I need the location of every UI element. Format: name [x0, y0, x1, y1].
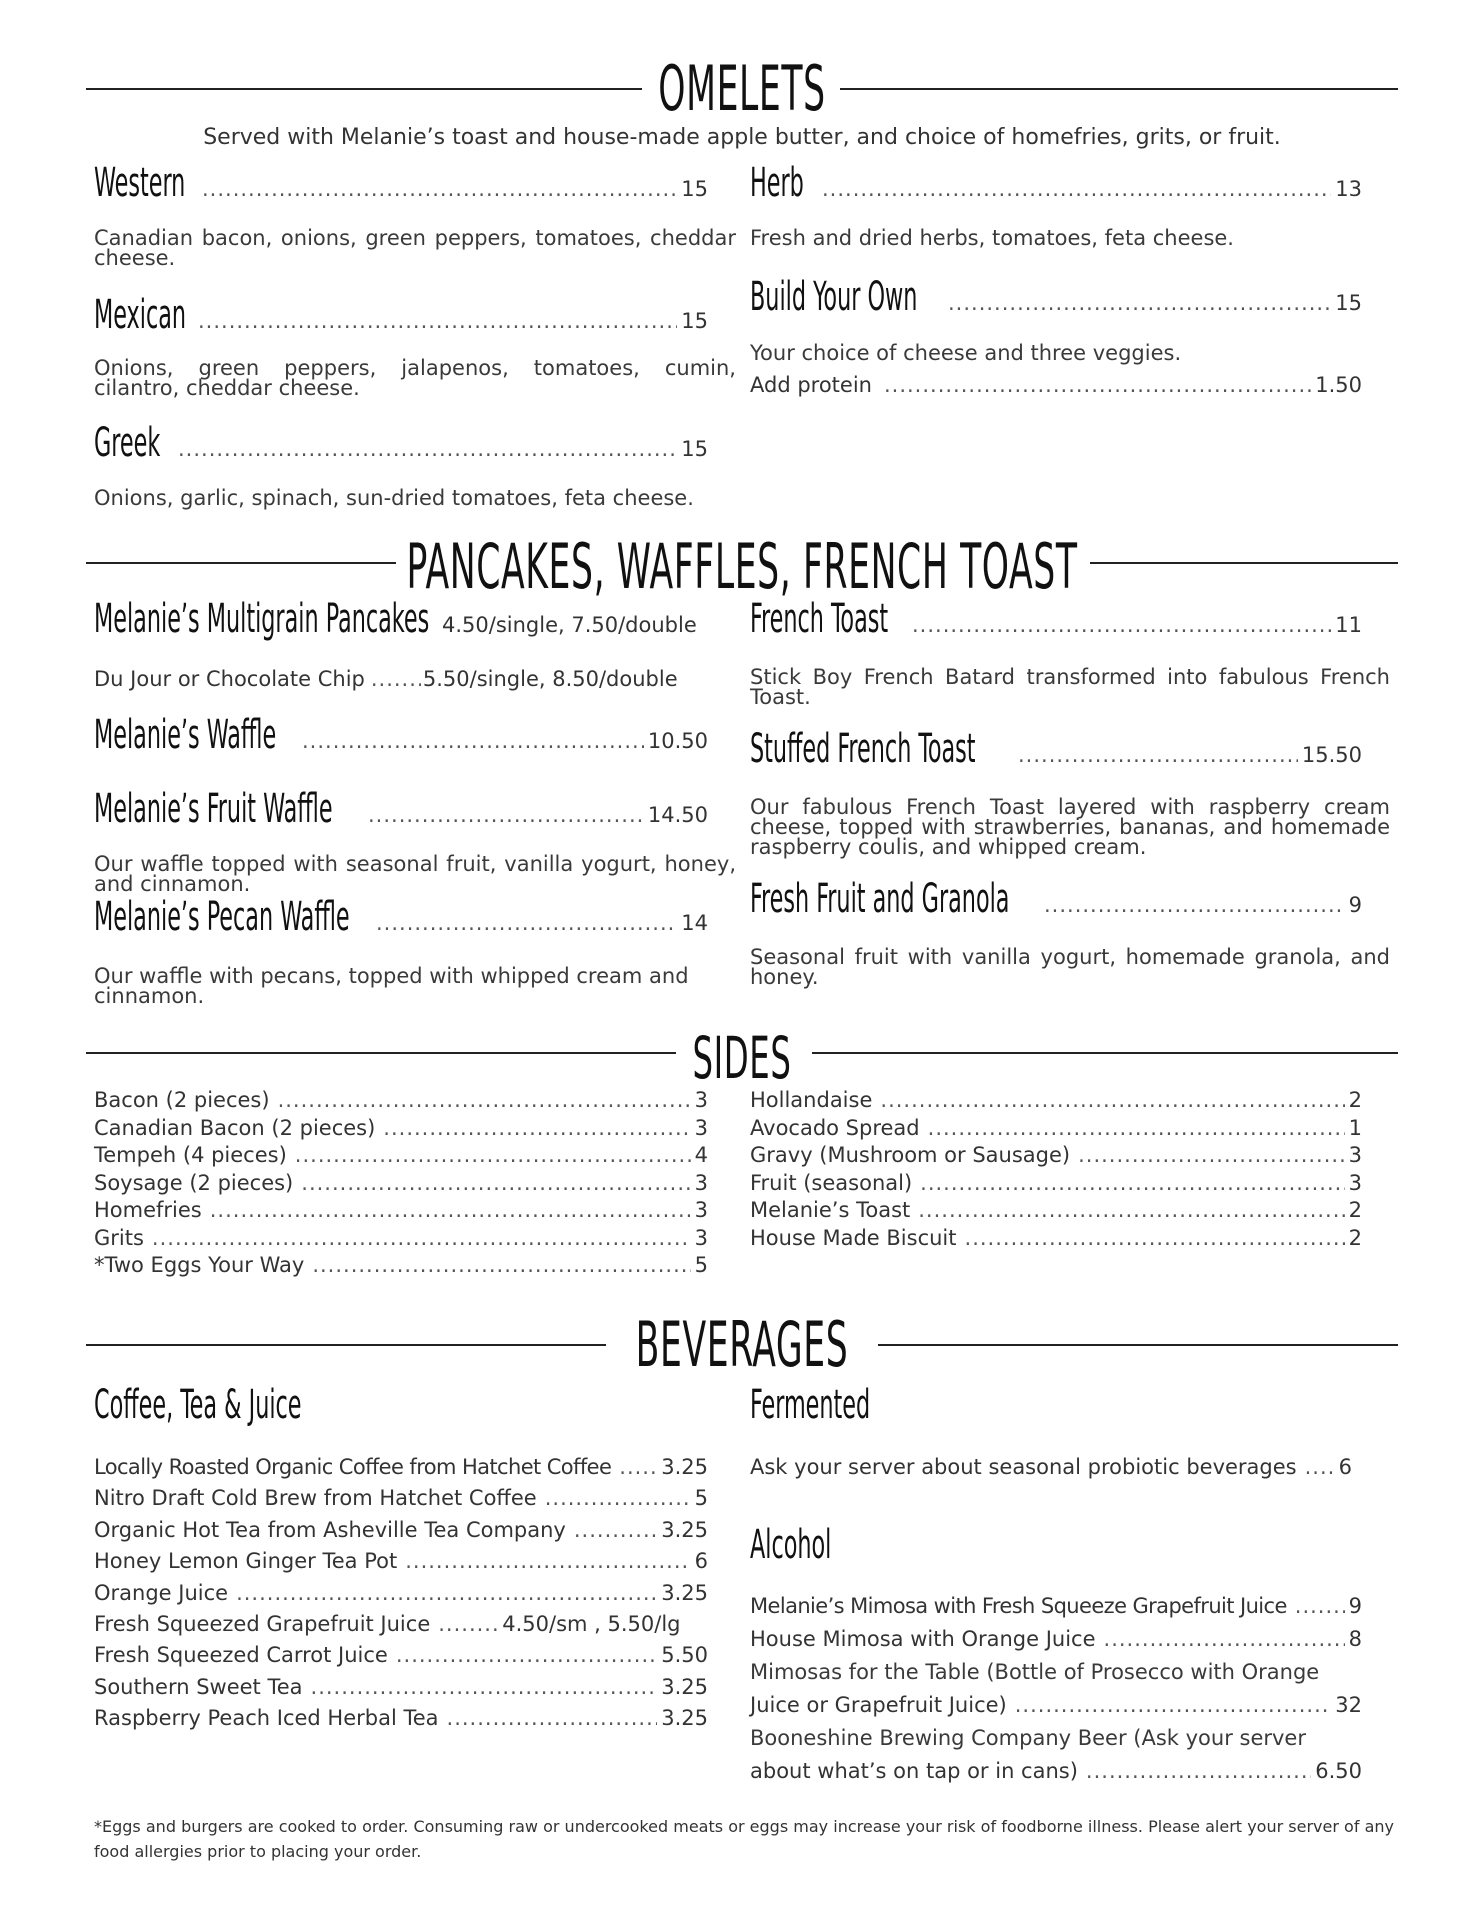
- item-name: Organic Hot Tea from Asheville Tea Company: [94, 1517, 566, 1542]
- item-name: Ask your server about seasonal probiotic beverages: [750, 1455, 1297, 1479]
- item-price: 9: [1348, 1594, 1362, 1618]
- header-rule-right: [878, 1344, 1398, 1346]
- menu-item-multigrain-pancakes: [94, 596, 714, 650]
- item-description: Our waffle topped with seasonal fruit, vanilla yogurt, honey, and cinnamon.: [94, 852, 736, 896]
- beverages-header: [86, 1308, 1398, 1381]
- item-price: 5: [694, 1253, 708, 1277]
- item-name: Juice or Grapefruit Juice): [750, 1693, 1007, 1717]
- item-price: 2: [1348, 1225, 1362, 1250]
- item-price: 13: [1335, 177, 1362, 201]
- menu-row: [750, 1693, 1362, 1723]
- dot-leader: [928, 1116, 1345, 1140]
- menu-item-build-your-own: [750, 274, 1362, 326]
- item-description: Seasonal fruit with vanilla yogurt, homemade granola, and honey.: [750, 945, 1390, 989]
- item-description: Stick Boy French Batard transformed into fabulous French Toast.: [750, 665, 1390, 709]
- dot-leader: [405, 1549, 690, 1573]
- dot-leader: [383, 1116, 690, 1140]
- menu-row: [94, 1706, 708, 1736]
- menu-item-mexican: [94, 292, 708, 344]
- item-name: Stuffed French Toast: [750, 726, 976, 772]
- item-name: Grits: [94, 1225, 144, 1250]
- item-description: Fresh and dried herbs, tomatoes, feta cheese.: [750, 226, 1234, 250]
- coffee-tea-juice-heading: Coffee, Tea & Juice: [94, 1382, 302, 1428]
- item-price: 2: [1348, 1198, 1362, 1222]
- menu-row: [750, 1088, 1362, 1116]
- header-rule-right: [812, 1052, 1398, 1054]
- item-price: 4.50/single, 7.50/double: [442, 613, 697, 637]
- dot-leader: [210, 1198, 691, 1222]
- item-name: Herb: [750, 160, 804, 206]
- menu-row: [750, 1759, 1362, 1789]
- item-name: Southern Sweet Tea: [94, 1674, 303, 1699]
- item-price: 6: [694, 1549, 708, 1574]
- item-price: 3.25: [661, 1455, 708, 1479]
- item-name: Fresh Squeezed Grapefruit Juice: [94, 1612, 431, 1636]
- item-name: Fruit (seasonal): [750, 1170, 913, 1195]
- dot-leader: [1104, 1627, 1345, 1651]
- menu-row: [750, 1171, 1362, 1199]
- item-name: Honey Lemon Ginger Tea Pot: [94, 1549, 398, 1574]
- item-name-line: Booneshine Brewing Company Beer (Ask your server: [750, 1726, 1306, 1750]
- item-price: 3.25: [661, 1674, 708, 1699]
- menu-row: [94, 1643, 708, 1673]
- beverages-title: BEVERAGES: [635, 1308, 849, 1381]
- item-name: Build Your Own: [750, 274, 918, 320]
- item-price: 8: [1348, 1627, 1362, 1651]
- menu-row: [750, 1627, 1362, 1657]
- menu-item-stuffed-french-toast: [750, 728, 1362, 778]
- dot-leader: [880, 1088, 1344, 1112]
- item-name: about what’s on tap or in cans): [750, 1759, 1078, 1783]
- menu-row: [94, 1518, 708, 1548]
- dot-leader: [396, 1643, 657, 1667]
- item-price: 15: [681, 177, 708, 201]
- menu-item-pecan-waffle: [94, 894, 708, 946]
- footnote: *Eggs and burgers are cooked to order. Consuming raw or undercooked meats or eggs may increase your risk of foodborne illness. Please alert your server of any food allergies prior to placing your order.: [94, 1817, 1394, 1861]
- item-price: 4: [694, 1143, 708, 1167]
- menu-row: [94, 1143, 708, 1171]
- menu-row: [94, 1455, 708, 1485]
- item-price: 3.25: [661, 1580, 708, 1605]
- item-price: 4.50/sm , 5.50/lg: [502, 1612, 681, 1636]
- item-description: Our waffle with pecans, topped with whipped cream and cinnamon.: [94, 964, 689, 1008]
- menu-row: [750, 1116, 1362, 1144]
- dot-leader: [311, 1675, 658, 1699]
- item-price: 3.25: [661, 1706, 708, 1731]
- dot-leader: [545, 1486, 691, 1510]
- item-price: 3: [694, 1198, 708, 1222]
- dot-leader: [301, 1171, 690, 1195]
- item-name: Tempeh (4 pieces): [94, 1143, 287, 1167]
- item-price: 3: [694, 1088, 708, 1112]
- item-name: Nitro Draft Cold Brew from Hatchet Coffee: [94, 1486, 537, 1511]
- dot-leader: [312, 1253, 690, 1277]
- pancakes-variant-row: [94, 667, 708, 691]
- item-name: House Made Biscuit: [750, 1225, 957, 1250]
- dot-leader: [447, 1706, 658, 1730]
- menu-row: [94, 1549, 708, 1579]
- item-price: 11: [1335, 613, 1362, 637]
- fermented-row: [750, 1455, 1362, 1485]
- dot-leader: [438, 1612, 498, 1636]
- item-price: 3.25: [661, 1517, 708, 1542]
- alcohol-heading: Alcohol: [750, 1522, 832, 1568]
- dot-leader: [236, 1581, 657, 1605]
- menu-row: [750, 1143, 1362, 1171]
- item-name: Avocado Spread: [750, 1115, 920, 1140]
- item-name: Orange Juice: [94, 1580, 229, 1605]
- item-name: Raspberry Peach Iced Herbal Tea: [94, 1706, 439, 1731]
- item-price: 5.50: [661, 1643, 708, 1668]
- item-price: 3: [694, 1225, 708, 1250]
- item-name: Bacon (2 pieces): [94, 1088, 270, 1112]
- dot-leader: [920, 1171, 1344, 1195]
- sides-title: SIDES: [692, 1024, 792, 1092]
- add-protein-row: [750, 373, 1362, 397]
- item-name: Canadian Bacon (2 pieces): [94, 1115, 376, 1140]
- menu-item-herb: [750, 160, 1362, 212]
- item-description: Onions, garlic, spinach, sun-dried tomatoes, feta cheese.: [94, 486, 694, 510]
- item-name: Melanie’s Fruit Waffle: [94, 786, 333, 832]
- omelets-title: OMELETS: [658, 52, 826, 125]
- item-name-line: Mimosas for the Table (Bottle of Prosecco with Orange: [750, 1660, 1320, 1684]
- dot-leader: [1078, 1143, 1345, 1167]
- dot-leader: [574, 1518, 657, 1542]
- item-name: French Toast: [750, 596, 889, 642]
- item-price: 10.50: [647, 729, 708, 753]
- item-description: Your choice of cheese and three veggies.: [750, 341, 1182, 365]
- pancakes-title: PANCAKES, WAFFLES, FRENCH TOAST: [406, 530, 1078, 603]
- menu-row: [94, 1226, 708, 1254]
- menu-row: [94, 1198, 708, 1226]
- item-name: Western: [94, 160, 186, 206]
- item-name: Gravy (Mushroom or Sausage): [750, 1143, 1071, 1167]
- menu-row: [750, 1226, 1362, 1254]
- item-description: Our fabulous French Toast layered with raspberry cream cheese, topped with strawberries, bananas, and homemade raspberry coulis, and whipped cream.: [750, 795, 1390, 859]
- item-description: Onions, green peppers, jalapenos, tomatoes, cumin, cilantro, cheddar cheese.: [94, 356, 736, 400]
- menu-row: [94, 1486, 708, 1516]
- item-name: Fresh Squeezed Carrot Juice: [94, 1643, 388, 1668]
- menu-item-western: [94, 160, 708, 212]
- menu-item-greek: [94, 420, 708, 472]
- menu-item-melanies-waffle: [94, 712, 708, 764]
- item-price: 3: [1348, 1170, 1362, 1195]
- item-price: 14.50: [647, 803, 708, 827]
- menu-row: [94, 1088, 708, 1116]
- dot-leader: [619, 1455, 657, 1479]
- dot-leader: [152, 1226, 691, 1250]
- item-price: 9: [1348, 893, 1362, 917]
- item-name: Greek: [94, 420, 161, 466]
- dot-leader: [965, 1226, 1345, 1250]
- menu-row: [94, 1253, 708, 1281]
- item-description: Canadian bacon, onions, green peppers, tomatoes, cheddar cheese.: [94, 226, 736, 270]
- variant-label: Du Jour or Chocolate Chip: [94, 667, 365, 691]
- addon-price: 1.50: [1315, 373, 1362, 397]
- item-price: 3: [694, 1170, 708, 1195]
- item-price: 15: [1335, 291, 1362, 315]
- variant-price: 5.50/single, 8.50/double: [422, 667, 678, 691]
- dot-leader: [278, 1088, 691, 1112]
- addon-label: Add protein: [750, 373, 872, 397]
- dot-leader: [918, 1198, 1344, 1222]
- fermented-heading: Fermented: [750, 1382, 871, 1428]
- menu-row: [94, 1116, 708, 1144]
- item-name: House Mimosa with Orange Juice: [750, 1627, 1096, 1651]
- item-price: 6.50: [1315, 1759, 1362, 1783]
- item-name: Hollandaise: [750, 1088, 873, 1112]
- item-name: *Two Eggs Your Way: [94, 1253, 305, 1277]
- item-price: 6: [1338, 1455, 1352, 1479]
- item-price: 15.50: [1301, 743, 1362, 767]
- dot-leader: [1086, 1759, 1311, 1783]
- omelets-subtitle: Served with Melanie’s toast and house-made apple butter, and choice of homefries, grits, or fruit.: [203, 125, 1281, 150]
- item-price: 3: [1348, 1143, 1362, 1167]
- item-name: Melanie’s Toast: [750, 1198, 911, 1222]
- item-name: Homefries: [94, 1198, 202, 1222]
- header-rule-right: [1090, 562, 1398, 564]
- menu-row: [94, 1675, 708, 1705]
- item-price: 2: [1348, 1088, 1362, 1112]
- header-rule-right: [840, 88, 1398, 90]
- item-name: Fresh Fruit and Granola: [750, 876, 1010, 922]
- item-price: 15: [681, 437, 708, 461]
- item-price: 3: [694, 1115, 708, 1140]
- item-name: Locally Roasted Organic Coffee from Hatchet Coffee: [94, 1455, 612, 1479]
- dot-leader: [1295, 1594, 1345, 1618]
- menu-row: [94, 1581, 708, 1611]
- item-name: Mexican: [94, 292, 187, 338]
- item-name: Melanie’s Multigrain Pancakes: [94, 596, 430, 642]
- menu-row: [750, 1198, 1362, 1226]
- dot-leader: [295, 1143, 691, 1167]
- item-name: Soysage (2 pieces): [94, 1170, 294, 1195]
- menu-row: [750, 1594, 1362, 1624]
- item-price: 15: [681, 309, 708, 333]
- dot-leader: [1015, 1693, 1332, 1717]
- item-name: Melanie’s Pecan Waffle: [94, 894, 350, 940]
- menu-item-fruit-granola: [750, 878, 1362, 928]
- omelets-header: [86, 52, 1398, 125]
- menu-item-fruit-waffle: [94, 786, 708, 838]
- item-price: 5: [694, 1486, 708, 1511]
- item-price: 14: [681, 911, 708, 935]
- item-name: Melanie’s Waffle: [94, 712, 277, 758]
- menu-row: [94, 1171, 708, 1199]
- menu-item-french-toast: [750, 596, 1362, 650]
- item-price: 32: [1335, 1693, 1362, 1717]
- pancakes-header: [86, 530, 1398, 606]
- item-price: 1: [1348, 1115, 1362, 1140]
- item-name: Melanie’s Mimosa with Fresh Squeeze Grapefruit Juice: [750, 1594, 1287, 1618]
- sides-header: [86, 1024, 1398, 1092]
- menu-row: [94, 1612, 708, 1642]
